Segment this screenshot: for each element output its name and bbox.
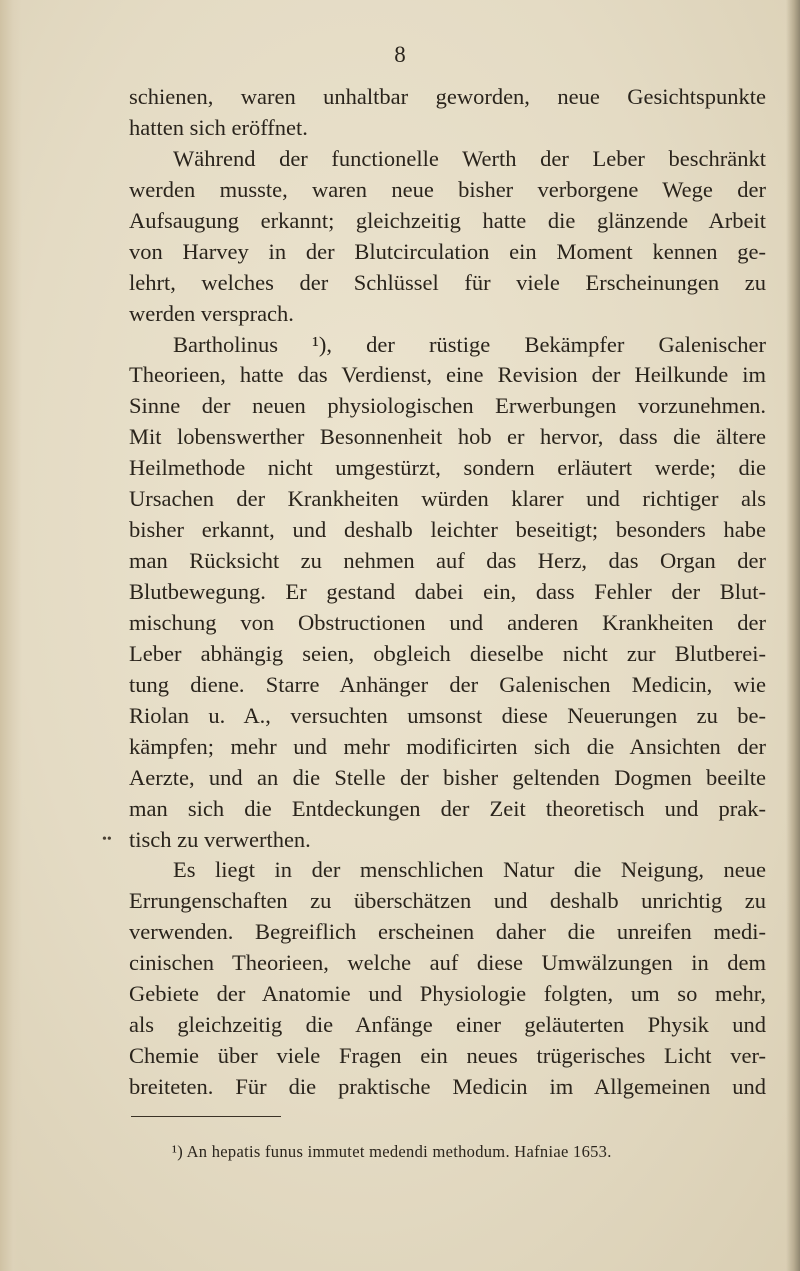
text-line: Es liegt in der menschlichen Natur die Neigung, neue (173, 857, 766, 883)
margin-mark: •• (102, 832, 112, 847)
text-line: Chemie über viele Fragen ein neues trügerisches Licht ver- (129, 1043, 766, 1069)
text-line: Aerzte, und an die Stelle der bisher geltenden Dogmen beeilte (129, 764, 766, 790)
text-line: Sinne der neuen physiologischen Erwerbungen vorzunehmen. (129, 393, 766, 419)
text-line: kämpfen; mehr und mehr modificirten sich die Ansichten der (129, 733, 766, 759)
paragraph (129, 855, 766, 1103)
text-line: Aufsaugung erkannt; gleichzeitig hatte die glänzende Arbeit (129, 207, 766, 233)
text-line: als gleichzeitig die Anfänge einer geläuterten Physik und (129, 1012, 766, 1038)
text-line: Errungenschaften zu überschätzen und deshalb unrichtig zu (129, 888, 766, 914)
text-line: man Rücksicht zu nehmen auf das Herz, das Organ der (129, 548, 766, 574)
paragraph (129, 330, 766, 856)
text-line: schienen, waren unhaltbar geworden, neue Gesichtspunkte (129, 84, 766, 109)
text-line: verwenden. Begreiflich erscheinen daher die unreifen medi- (129, 919, 766, 945)
page-right-edge (786, 0, 800, 1271)
text-line: von Harvey in der Blutcirculation ein Moment kennen ge- (129, 238, 766, 264)
text-line: tung diene. Starre Anhänger der Galenischen Medicin, wie (129, 671, 766, 697)
page-number: 8 (394, 42, 406, 67)
text-line: werden musste, waren neue bisher verborgene Wege der (129, 176, 766, 202)
text-line: Theorieen, hatte das Verdienst, eine Revision der Heilkunde im (129, 362, 766, 388)
text-line: Blutbewegung. Er gestand dabei ein, dass Fehler der Blut- (129, 579, 766, 604)
text-line: man sich die Entdeckungen der Zeit theoretisch und prak- (129, 795, 766, 821)
text-line: hatten sich eröffnet. (129, 114, 308, 140)
paragraph (129, 144, 766, 330)
text-line: werden versprach. (129, 300, 294, 326)
text-line: mischung von Obstructionen und anderen Krankheiten der (129, 609, 766, 635)
text-line: Bartholinus ¹), der rüstige Bekämpfer Galenischer (173, 331, 766, 357)
footnote (172, 1142, 612, 1162)
text-line: bisher erkannt, und deshalb leichter beseitigt; besonders habe (129, 517, 766, 543)
footnote-text: An hepatis funus immutet medendi methodum. Hafniae 1653. (186, 1142, 612, 1161)
text-line: Während der functionelle Werth der Leber beschränkt (173, 145, 766, 171)
text-line: Heilmethode nicht umgestürzt, sondern erläutert werde; die (129, 455, 766, 481)
text-line: lehrt, welches der Schlüssel für viele Erscheinungen zu (129, 269, 766, 295)
page-left-shadow (0, 0, 22, 1271)
paragraph (129, 82, 766, 144)
text-line: Leber abhängig seien, obgleich dieselbe nicht zur Blutberei- (129, 640, 766, 666)
footnote-marker: ¹) (172, 1142, 184, 1161)
text-line: Ursachen der Krankheiten würden klarer und richtiger als (129, 486, 766, 512)
text-line: Riolan u. A., versuchten umsonst diese Neuerungen zu be- (129, 702, 766, 728)
text-line: cinischen Theorieen, welche auf diese Umwälzungen in dem (129, 950, 766, 976)
text-line: Mit lobenswerther Besonnenheit hob er hervor, dass die ältere (129, 424, 766, 450)
text-line: tisch zu verwerthen. (129, 826, 311, 852)
text-line: Gebiete der Anatomie und Physiologie folgten, um so mehr, (129, 981, 766, 1007)
footnote-rule (131, 1116, 281, 1117)
text-line: breiteten. Für die praktische Medicin im Allgemeinen und (129, 1074, 766, 1099)
body-text (129, 82, 766, 1103)
